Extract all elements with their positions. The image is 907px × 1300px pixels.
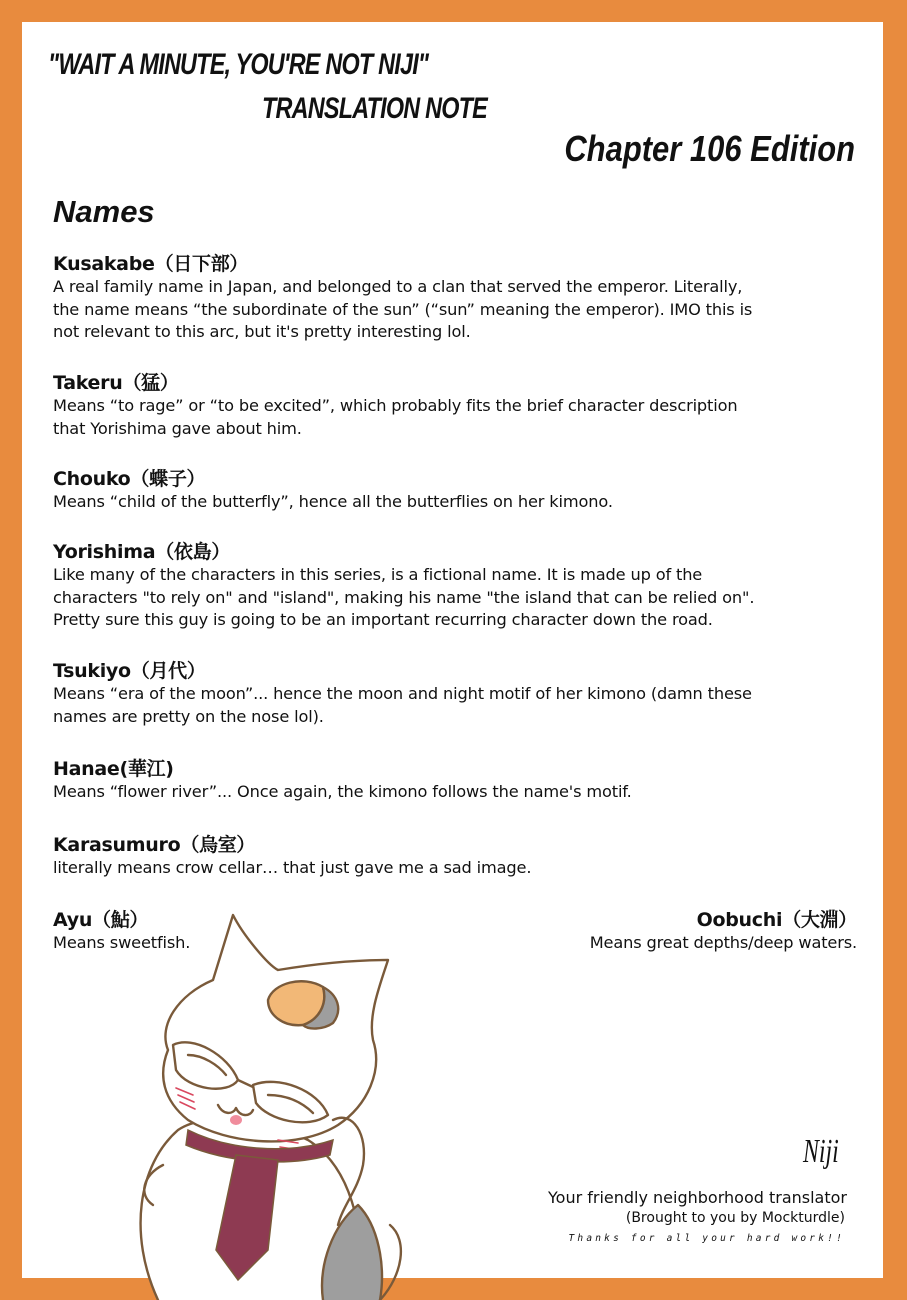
entry-name: Yorishima（依島） (53, 541, 231, 563)
name-entry-karasumuro (53, 833, 863, 880)
name-entry-hanae (53, 757, 863, 804)
entry-desc-line: Pretty sure this guy is going to be an important recurring character down the road. (53, 610, 713, 630)
name-entry-kusakabe (53, 252, 863, 344)
entry-desc-line: Means “flower river”... Once again, the kimono follows the name's motif. (53, 782, 632, 801)
entry-name: Kusakabe（日下部） (53, 253, 249, 275)
header-subtitle: TRANSLATION NOTE (262, 92, 487, 125)
name-entry-takeru (53, 371, 863, 440)
entry-desc-line: names are pretty on the nose lol). (53, 706, 324, 726)
entry-name: Chouko（蝶子） (53, 468, 206, 490)
name-entry-oobuchi (590, 908, 857, 955)
name-entry-yorishima (53, 540, 863, 632)
credit-translator: Your friendly neighborhood translator (548, 1188, 847, 1207)
entry-desc-line: Means “child of the butterfly”, hence all the butterflies on her kimono. (53, 492, 613, 511)
entry-name: Hanae(華江) (53, 758, 174, 780)
signature-logo: Niji (803, 1133, 839, 1170)
entry-name: Oobuchi（大淵） (696, 909, 857, 931)
name-entry-chouko (53, 467, 863, 514)
section-title: Names (53, 194, 155, 229)
entry-desc-line: Means “to rage” or “to be excited”, which probably fits the brief character description (53, 396, 738, 415)
header-title: "WAIT A MINUTE, YOU'RE NOT NIJI" (48, 48, 429, 81)
edition-label: Chapter 106 Edition (564, 128, 855, 169)
entry-desc-line: Like many of the characters in this series, is a fictional name. It is made up of the (53, 565, 703, 584)
entry-desc-line: Means sweetfish. (53, 933, 191, 952)
credit-thanks: Thanks for all your hard work!! (568, 1233, 845, 1244)
entry-name: Karasumuro（烏室） (53, 834, 256, 856)
entry-name: Tsukiyo（月代） (53, 660, 206, 682)
entry-desc-line: literally means crow cellar… that just gave me a sad image. (53, 858, 532, 877)
name-entry-tsukiyo (53, 659, 863, 728)
entry-desc-line: Means “era of the moon”... hence the moon and night motif of her kimono (damn these (53, 684, 752, 703)
entry-desc-line: Means great depths/deep waters. (589, 933, 857, 952)
entry-desc-line: not relevant to this arc, but it's pretty interesting lol. (53, 322, 471, 342)
cat-illustration (118, 905, 448, 1300)
entry-desc-line: characters "to rely on" and "island", making his name "the island that can be relied on". (53, 587, 755, 607)
entry-desc-line: the name means “the subordinate of the sun” (“sun” meaning the emperor). IMO this is (53, 299, 753, 319)
entry-desc-line: A real family name in Japan, and belonged to a clan that served the emperor. Literally, (53, 277, 743, 296)
entry-name: Takeru（猛） (53, 372, 179, 394)
entry-name: Ayu（鮎） (53, 909, 149, 931)
entry-desc-line: that Yorishima gave about him. (53, 418, 302, 438)
credit-mockturdle: (Brought to you by Mockturdle) (625, 1210, 845, 1226)
